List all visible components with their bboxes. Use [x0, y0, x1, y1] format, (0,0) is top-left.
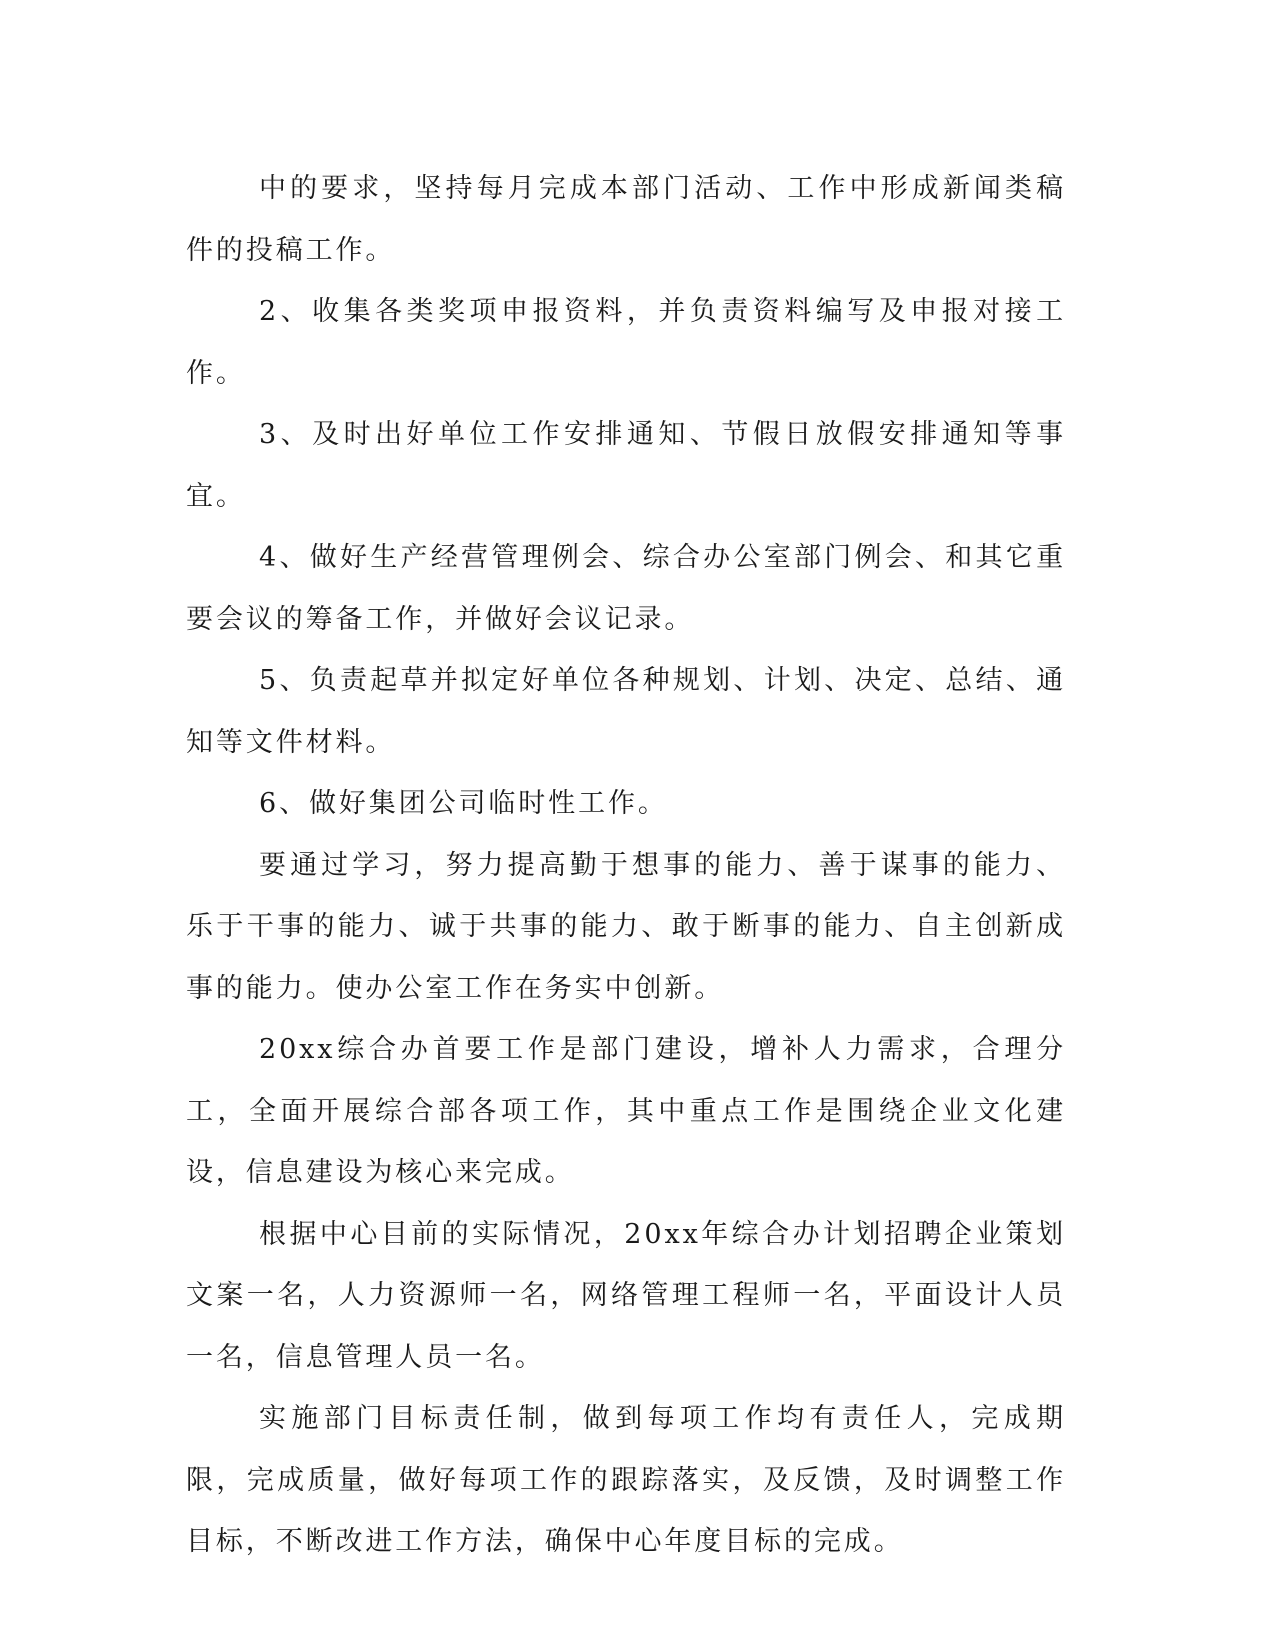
paragraph-recruitment: 根据中心目前的实际情况，20xx年综合办计划招聘企业策划文案一名，人力资源师一名，网络管理工程师一名，平面设计人员一名，信息管理人员一名。 [186, 1218, 1066, 1373]
list-item-3: 3、及时出好单位工作安排通知、节假日放假安排通知等事宜。 [186, 419, 1066, 512]
paragraph-study: 要通过学习，努力提高勤于想事的能力、善于谋事的能力、乐于干事的能力、诚于共事的能力、敢于断事的能力、自主创新成事的能力。使办公室工作在务实中创新。 [186, 849, 1066, 1004]
list-item-4: 4、做好生产经营管理例会、综合办公室部门例会、和其它重要会议的筹备工作，并做好会议记录。 [186, 542, 1066, 635]
document-body [186, 158, 1066, 1573]
paragraph-department-building: 20xx综合办首要工作是部门建设，增补人力需求，合理分工，全面开展综合部各项工作，其中重点工作是围绕企业文化建设，信息建设为核心来完成。 [186, 1034, 1066, 1188]
paragraph-responsibility: 实施部门目标责任制，做到每项工作均有责任人，完成期限，完成质量，做好每项工作的跟踪落实，及反馈，及时调整工作目标，不断改进工作方法，确保中心年度目标的完成。 [186, 1403, 1066, 1557]
list-item-2: 2、收集各类奖项申报资料，并负责资料编写及申报对接工作。 [186, 296, 1066, 389]
list-item-5: 5、负责起草并拟定好单位各种规划、计划、决定、总结、通知等文件材料。 [186, 665, 1066, 758]
list-item-6: 6、做好集团公司临时性工作。 [259, 788, 668, 819]
paragraph-continuation: 中的要求，坚持每月完成本部门活动、工作中形成新闻类稿件的投稿工作。 [186, 173, 1066, 266]
